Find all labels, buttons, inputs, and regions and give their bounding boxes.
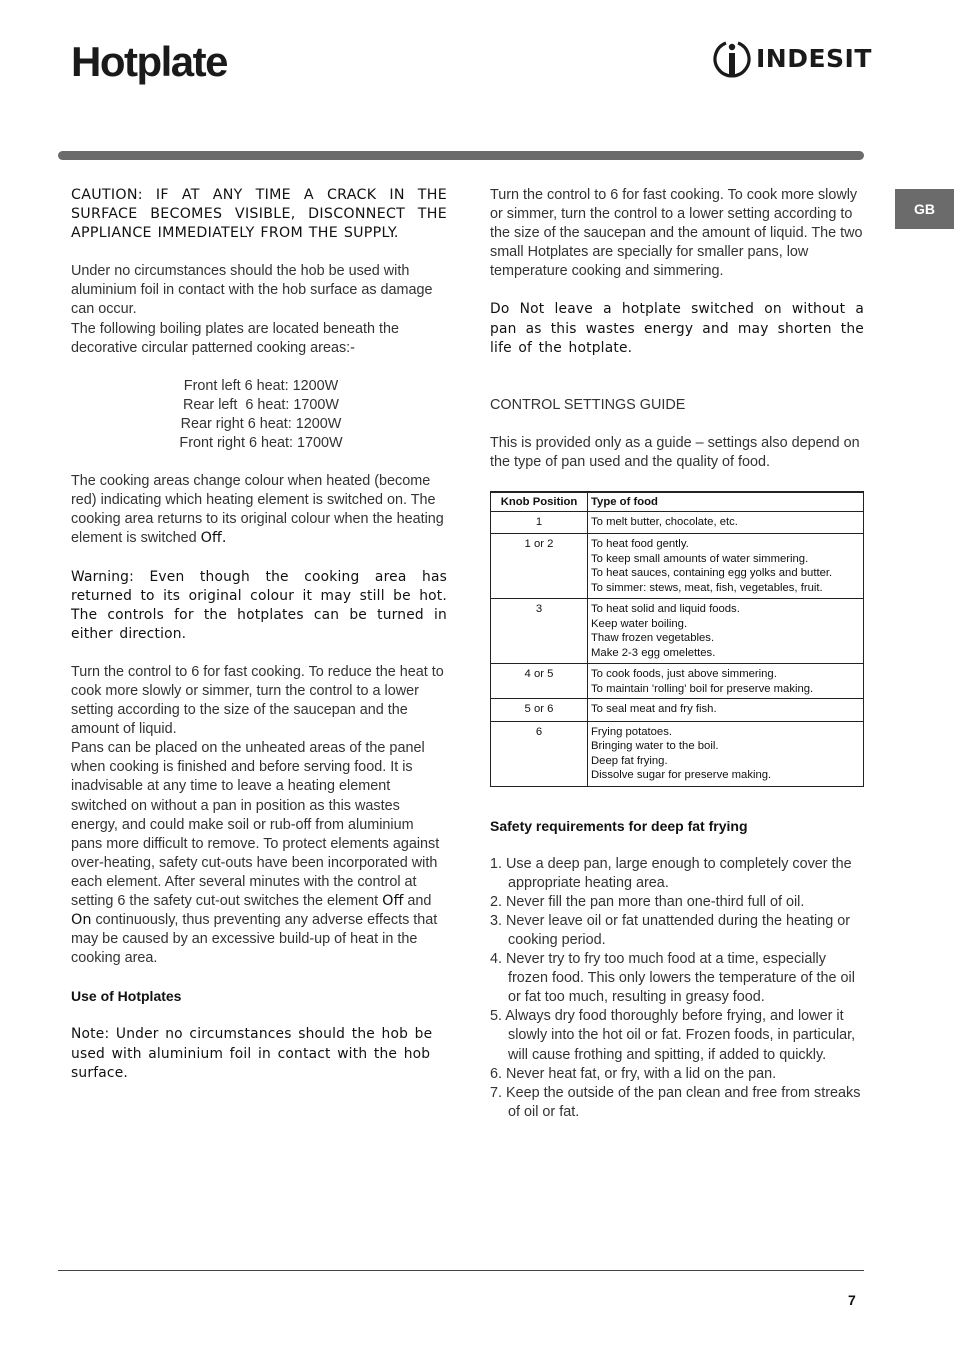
wattage-list — [71, 377, 447, 453]
page-number: 7 — [848, 1292, 856, 1308]
table-body — [491, 511, 864, 786]
list-item: 1. Use a deep pan, large enough to completely cover the appropriate heating area. — [490, 855, 852, 891]
colour-change-paragraph — [71, 472, 447, 548]
colour-change-text: The cooking areas change colour when heated (become red) indicating which heating element is switched on. The cooking area returns to its original colour when the heating element is switched — [71, 473, 444, 547]
column-header-food: Type of food — [588, 492, 864, 511]
table-row — [491, 664, 864, 699]
food-type-cell — [588, 534, 864, 599]
food-line: Keep water boiling. — [591, 617, 688, 630]
list-item: 7. Keep the outside of the pan clean and free from streaks of oil or fat. — [490, 1084, 861, 1120]
aluminium-paragraph: Under no circumstances should the hob be used with aluminium foil in contact with the hob surface as damage can occur. — [71, 263, 433, 318]
caution-text: CAUTION: IF AT ANY TIME A CRACK IN THE SURFACE BECOMES VISIBLE, DISCONNECT THE APPLIANCE IMMEDIATELY FROM THE SUPPLY. — [71, 187, 447, 242]
food-line: To maintain 'rolling' boil for preserve making. — [591, 682, 814, 695]
and-word: and — [407, 893, 432, 909]
page-title: Hotplate — [71, 38, 227, 85]
table-row — [491, 599, 864, 664]
food-type-cell — [588, 699, 864, 722]
safety-heading: Safety requirements for deep fat frying — [490, 817, 748, 834]
left-column — [71, 186, 447, 1102]
food-line: Deep fat frying. — [591, 754, 668, 767]
food-type-cell — [588, 599, 864, 664]
off-word: Off. — [200, 530, 227, 547]
right-column — [490, 186, 864, 1122]
turn-control-paragraph: Turn the control to 6 for fast cooking. To reduce the heat to cook more slowly or simmer, turn the control to a lower setting according to the size of the saucepan and the amount of liquid. — [71, 663, 444, 738]
do-not-text: Do Not leave a hotplate switched on without a pan as this wastes energy and may shorten the life of the hotplate. — [490, 301, 864, 356]
pans-paragraph — [71, 739, 447, 968]
food-line: To melt butter, chocolate, etc. — [591, 515, 738, 528]
note-text: Note: Under no circumstances should the hob be used with aluminium foil in contact with the hob surface. — [71, 1026, 433, 1081]
pans-text-end: continuously, thus preventing any adverse effects that may be caused by an excessive build-up of heat in the cooking area. — [71, 912, 438, 967]
food-line: Dissolve sugar for preserve making. — [591, 769, 772, 782]
indesit-logo — [712, 38, 872, 82]
off-word: Off — [382, 893, 404, 909]
food-line: To heat food gently. — [591, 538, 689, 551]
food-line: To keep small amounts of water simmering. — [591, 552, 809, 565]
guide-intro: This is provided only as a guide – settings also depend on the type of pan used and the quality of food. — [490, 434, 860, 470]
on-word: On — [71, 912, 92, 929]
indesit-logo-icon — [712, 38, 752, 82]
knob-position-cell: 1 or 2 — [491, 534, 588, 599]
knob-position-cell: 4 or 5 — [491, 664, 588, 699]
food-line: Bringing water to the boil. — [591, 740, 719, 753]
boiling-plates-paragraph: The following boiling plates are located beneath the decorative circular patterned cooking areas:- — [71, 320, 400, 356]
food-type-cell — [588, 511, 864, 534]
column-header-knob: Knob Position — [491, 492, 588, 511]
table-row — [491, 511, 864, 534]
list-item: 3. Never leave oil or fat unattended during the heating or cooking period. — [490, 912, 851, 948]
control-settings-table — [490, 491, 864, 787]
knob-position-cell: 1 — [491, 511, 588, 534]
warning-text: Warning: Even though the cooking area has returned to its original colour it may still be hot. The controls for the hotplates can be turned in either direction. — [71, 568, 447, 642]
wattage-item: Rear right 6 heat: 1200W — [180, 415, 342, 432]
food-line: Thaw frozen vegetables. — [591, 632, 715, 645]
header-divider — [58, 151, 864, 160]
wattage-item: Front right 6 heat: 1700W — [179, 435, 343, 452]
control-settings-heading: CONTROL SETTINGS GUIDE — [490, 396, 686, 413]
table-row — [491, 534, 864, 599]
fast-cooking-paragraph: Turn the control to 6 for fast cooking. To cook more slowly or simmer, turn the control to a lower setting according to the size of the saucepan and the amount of liquid. The two small Hotplates are specially for smaller pans, low temperature cooking and simmering. — [490, 187, 863, 280]
food-line: To heat solid and liquid foods. — [591, 603, 740, 616]
wattage-item: Front left 6 heat: 1200W — [183, 377, 339, 394]
food-line: Make 2-3 egg omelettes. — [591, 646, 716, 659]
food-type-cell — [588, 721, 864, 786]
food-line: To heat sauces, containing egg yolks and butter. — [591, 567, 833, 580]
food-type-cell — [588, 664, 864, 699]
list-item: 6. Never heat fat, or fry, with a lid on the pan. — [490, 1065, 777, 1082]
knob-position-cell: 5 or 6 — [491, 699, 588, 722]
food-line: To seal meat and fry fish. — [591, 703, 717, 716]
use-of-hotplates-heading: Use of Hotplates — [71, 988, 182, 1005]
food-line: To cook foods, just above simmering. — [591, 668, 777, 681]
knob-position-cell: 3 — [491, 599, 588, 664]
footer-divider — [58, 1270, 864, 1271]
pans-text: Pans can be placed on the unheated areas of the panel when cooking is finished and before serving food. It is inadvisable at any time to leave a heating element switched on without a pan in position as this wastes energy, and could make soil or rub-off from aluminium pans more difficult to remove. To protect elements against over-heating, safety cut-outs have been incorporated with each element. After several minutes with the control at setting 6 the safety cut-out switches the element — [71, 740, 440, 909]
list-item: 5. Always dry food thoroughly before frying, and lower it slowly into the hot oil or fat. Frozen foods, in particular, will cause frothing and spitting, if added to quickly. — [490, 1008, 856, 1063]
list-item: 2. Never fill the pan more than one-third full of oil. — [490, 893, 805, 910]
list-item: 4. Never try to fry too much food at a time, especially frozen food. This only lowers the temperature of the oil or fat too much, resulting in greasy food. — [490, 951, 855, 1006]
table-row — [491, 699, 864, 722]
knob-position-cell: 6 — [491, 721, 588, 786]
safety-list — [490, 855, 864, 1122]
wattage-item: Rear left 6 heat: 1700W — [183, 396, 339, 413]
food-line: To simmer: stews, meat, fish, vegetables, fruit. — [591, 581, 823, 594]
table-row — [491, 721, 864, 786]
language-tab: GB — [895, 189, 954, 229]
logo-wordmark: INDESIT — [756, 44, 872, 73]
table-header-row — [491, 492, 864, 511]
food-line: Frying potatoes. — [591, 725, 673, 738]
